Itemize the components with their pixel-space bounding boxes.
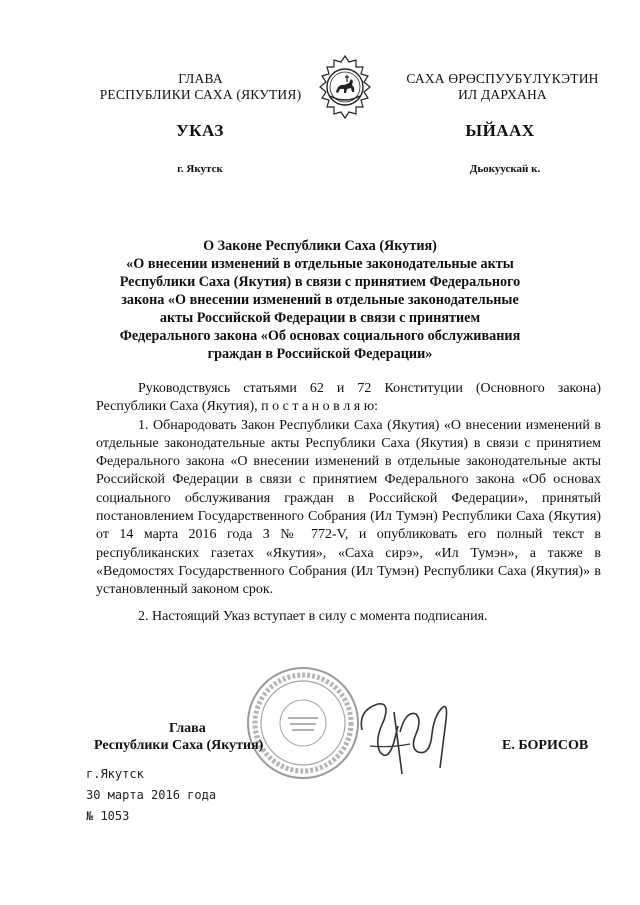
paragraph-item-1: 1. Обнародовать Закон Республики Саха (Якутия) «О внесении изменений в отдельные законодательные акты Республики Саха (Якутия) в связи с принятием Федерального закона «О внесении изменений в отдельные законодательные акты Российской Федерации в связи с принятием Федерального закона «Об основах социального обслуживания граждан в Российской Федерации», принятый постановлением Государственного Собрания (Ил Тумэн) Республики Саха (Якутия) от 14 марта 2016 года З № 772-V, и опубликовать его полный текст в республиканских газетах «Якутия», «Саха сирэ», «Ил Тумэн», а также в «Ведомостях Государственного Собрания (Ил Тумэн) Республики Саха (Якутия)» в установленный законом срок. bbox=[96, 417, 601, 598]
signatory-role-line1: Глава bbox=[169, 721, 206, 736]
issuer-right-line1: САХА ӨРӨСПУУБҮЛҮКЭТИН bbox=[406, 71, 599, 86]
title-line: закона «О внесении изменений в отдельные законодательные bbox=[121, 292, 519, 308]
signatory-role-line2: Республики Саха (Якутия) bbox=[94, 738, 264, 753]
coat-of-arms-emblem-icon bbox=[316, 54, 374, 120]
issuer-right bbox=[380, 71, 625, 103]
issuer-left-line2: РЕСПУБЛИКИ САХА (ЯКУТИЯ) bbox=[99, 87, 302, 102]
decree-title bbox=[80, 237, 560, 363]
paragraph-preamble: Руководствуясь статьями 62 и 72 Конституции (Основного закона) Республики Саха (Якутия), п о с т а н о в л я ю: bbox=[96, 381, 601, 415]
place-right: Дьокуускай к. bbox=[469, 163, 541, 175]
issuer-right-line2: ИЛ ДАРХАНА bbox=[458, 87, 547, 102]
decree-body bbox=[96, 380, 601, 626]
doc-type-right: ЫЙААХ bbox=[465, 121, 535, 140]
registration-number: № 1053 bbox=[86, 809, 130, 823]
issuer-left-line1: ГЛАВА bbox=[178, 71, 223, 86]
issuer-left bbox=[78, 71, 323, 103]
title-line: Республики Саха (Якутия) в связи с принятием Федерального bbox=[119, 274, 521, 290]
registration-date: 30 марта 2016 года bbox=[86, 788, 217, 802]
title-line: акты Российской Федерации в связи с принятием bbox=[159, 310, 481, 326]
registration-city: г.Якутск bbox=[86, 767, 144, 781]
title-line: О Законе Республики Саха (Якутия) bbox=[203, 238, 437, 254]
doc-type-left: УКАЗ bbox=[176, 121, 224, 140]
title-line: «О внесении изменений в отдельные законодательные акты bbox=[126, 256, 514, 272]
paragraph-item-2: 2. Настоящий Указ вступает в силу с момента подписания. bbox=[138, 608, 488, 624]
handwritten-signature bbox=[350, 690, 460, 780]
title-line: Федерального закона «Об основах социального обслуживания bbox=[119, 328, 521, 344]
signatory-name: Е. БОРИСОВ bbox=[502, 738, 589, 753]
signatory-role bbox=[94, 720, 294, 754]
title-line: граждан в Российской Федерации» bbox=[207, 346, 433, 362]
place-left: г. Якутск bbox=[177, 163, 223, 175]
registration-block bbox=[86, 764, 306, 827]
